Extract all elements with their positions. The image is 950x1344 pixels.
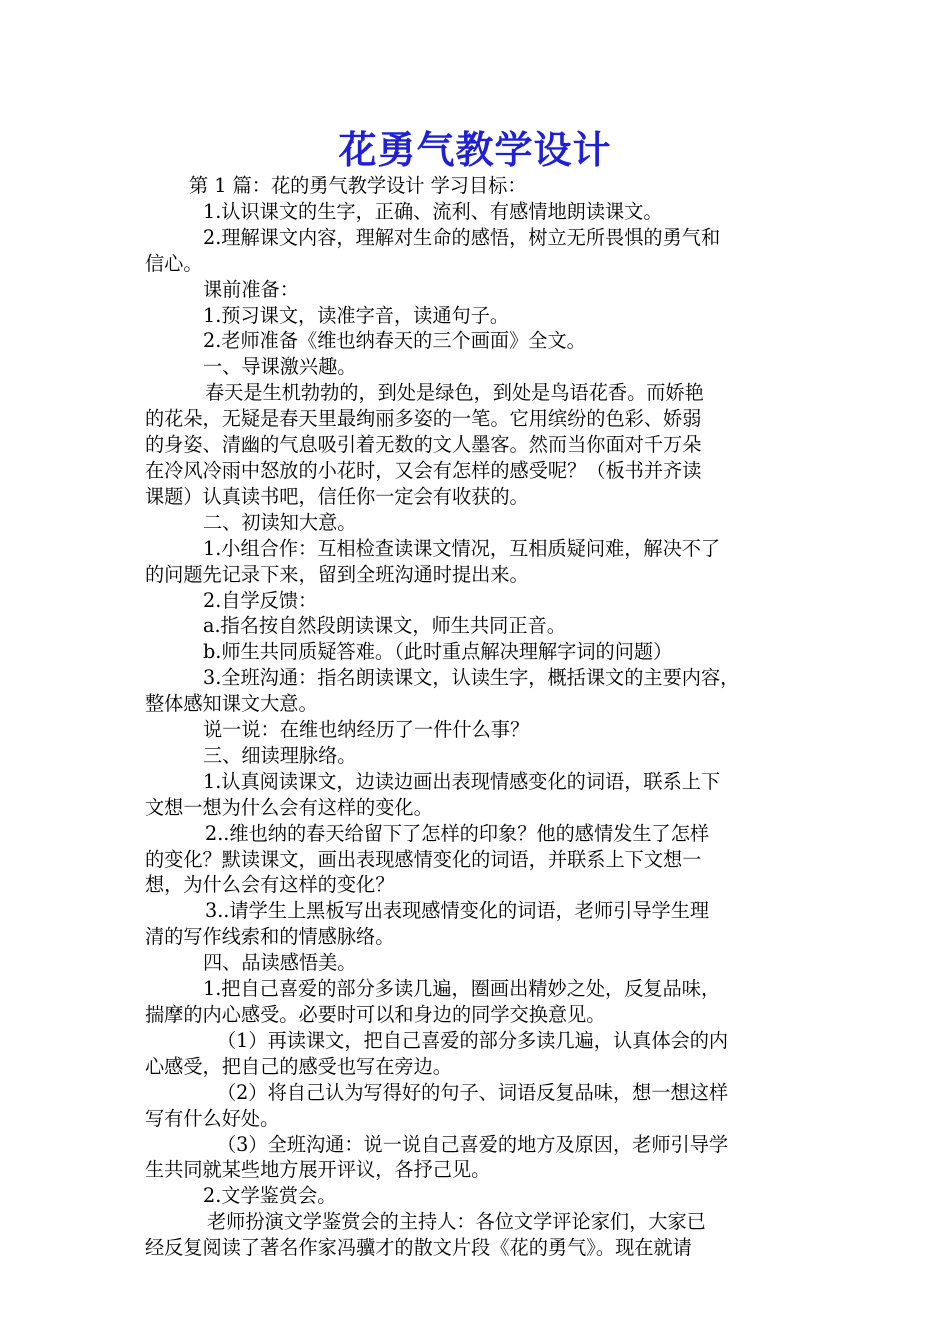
paragraph-line: 2.文学鉴赏会。 xyxy=(203,1184,337,1208)
paragraph-line: 1.认真阅读课文，边读边画出表现情感变化的词语，联系上下 xyxy=(203,769,721,793)
paragraph-line: 2.自学反馈： xyxy=(203,588,318,612)
paragraph-line: 课前准备： xyxy=(203,277,299,301)
paragraph-line: 一、导课激兴趣。 xyxy=(203,355,357,379)
paragraph-line: 生共同就某些地方展开评议，各抒己见。 xyxy=(145,1158,491,1182)
paragraph-line: 老师扮演文学鉴赏会的主持人：各位文学评论家们，大家已 xyxy=(207,1210,706,1234)
paragraph-line: 经反复阅读了著名作家冯骥才的散文片段《花的勇气》。现在就请 xyxy=(145,1236,692,1260)
document-body xyxy=(145,173,813,1261)
paragraph-line: 的身姿、清幽的气息吸引着无数的文人墨客。然而当你面对千万朵 xyxy=(145,433,702,457)
paragraph-line: 3.全班沟通：指名朗读课文，认读生字，概括课文的主要内容， xyxy=(203,666,740,690)
paragraph-line: 在冷风冷雨中怒放的小花时，又会有怎样的感受呢？（板书并齐读 xyxy=(145,458,702,482)
paragraph-line: （3）全班沟通：说一说自己喜爱的地方及原因，老师引导学 xyxy=(217,1132,729,1156)
paragraph-line: 的问题先记录下来，留到全班沟通时提出来。 xyxy=(145,562,529,586)
paragraph-line: 三、细读理脉络。 xyxy=(203,743,357,767)
paragraph-line: 1.预习课文，读准字音，读通句子。 xyxy=(203,303,510,327)
paragraph-line: 第 1 篇：花的勇气教学设计 学习目标： xyxy=(189,174,527,197)
paragraph-line: 1.把自己喜爱的部分多读几遍，圈画出精妙之处，反复品味， xyxy=(203,977,721,1001)
paragraph-line: 3..请学生上黑板写出表现感情变化的词语，老师引导学生理 xyxy=(205,899,710,923)
paragraph-line: 整体感知课文大意。 xyxy=(145,692,318,716)
paragraph-line: b.师生共同质疑答难。（此时重点解决理解字词的问题） xyxy=(203,640,673,664)
paragraph-line: a.指名按自然段朗读课文，师生共同正音。 xyxy=(203,614,566,638)
paragraph-line: 信心。 xyxy=(145,251,203,275)
paragraph-line: 2.老师准备《维也纳春天的三个画面》全文。 xyxy=(203,329,586,353)
paragraph-line: 二、初读知大意。 xyxy=(203,510,357,534)
paragraph-line: 1.认识课文的生字，正确、流利、有感情地朗读课文。 xyxy=(203,199,663,223)
paragraph-line: 1.小组合作：互相检查读课文情况，互相质疑问难，解决不了 xyxy=(203,536,721,560)
paragraph-line: （2）将自己认为写得好的句子、词语反复品味，想一想这样 xyxy=(217,1080,729,1104)
document-title: 花勇气教学设计 xyxy=(338,128,612,172)
paragraph-line: 写有什么好处。 xyxy=(145,1106,280,1130)
paragraph-line: 文想一想为什么会有这样的变化。 xyxy=(145,795,433,819)
paragraph-line: 说一说：在维也纳经历了一件什么事？ xyxy=(203,718,530,742)
paragraph-line: 的花朵，无疑是春天里最绚丽多姿的一笔。它用缤纷的色彩、娇弱 xyxy=(145,407,702,431)
paragraph-line: （1）再读课文，把自己喜爱的部分多读几遍，认真体会的内 xyxy=(217,1028,729,1052)
paragraph-line: 的变化？默读课文，画出表现感情变化的词语，并联系上下文想一 xyxy=(145,847,702,871)
paragraph-line: 课题）认真读书吧，信任你一定会有收获的。 xyxy=(145,484,529,508)
paragraph-line: 春天是生机勃勃的，到处是绿色，到处是鸟语花香。而娇艳 xyxy=(205,381,704,405)
paragraph-line: 想，为什么会有这样的变化？ xyxy=(145,873,395,897)
paragraph-line: 心感受，把自己的感受也写在旁边。 xyxy=(145,1054,452,1078)
paragraph-line: 揣摩的内心感受。必要时可以和身边的同学交换意见。 xyxy=(145,1003,606,1026)
paragraph-line: 四、品读感悟美。 xyxy=(203,951,357,975)
paragraph-line: 清的写作线索和的情感脉络。 xyxy=(145,925,395,949)
paragraph-line: 2..维也纳的春天给留下了怎样的印象？他的感情发生了怎样 xyxy=(205,821,710,845)
paragraph-line: 2.理解课文内容，理解对生命的感悟，树立无所畏惧的勇气和 xyxy=(203,225,721,249)
